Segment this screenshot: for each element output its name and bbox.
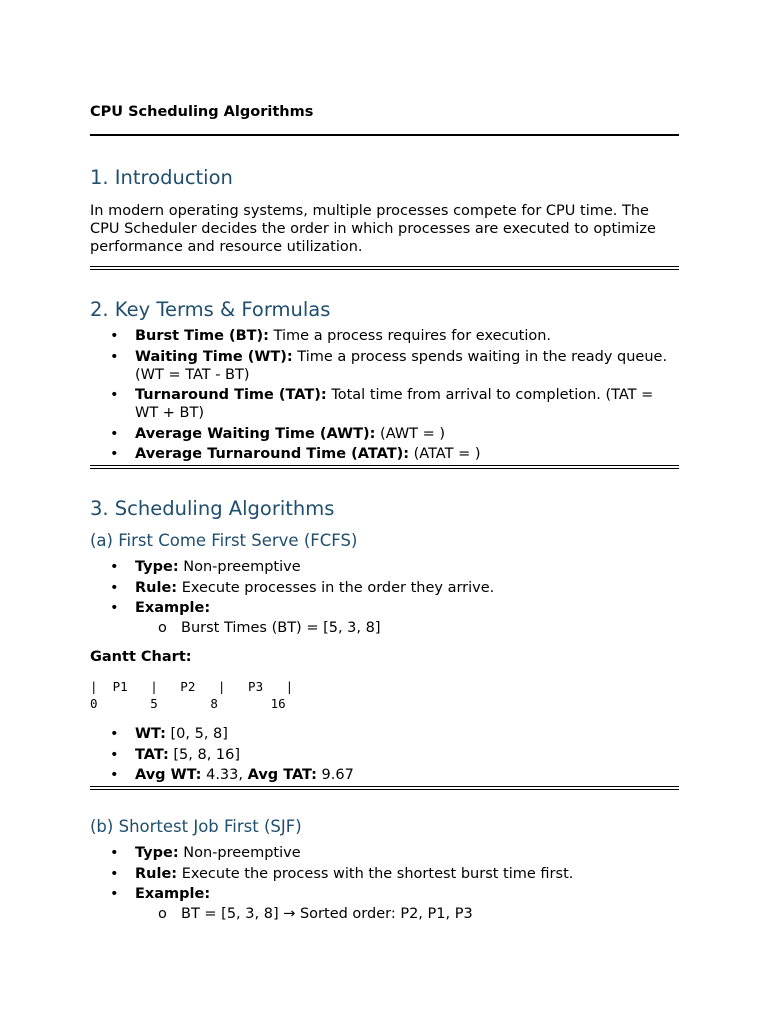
list-item: • Avg WT: 4.33, Avg TAT: 9.67 (110, 767, 354, 783)
list-item: • Rule: Execute the process with the shortest burst time first. (110, 865, 574, 882)
key-terms-list (90, 327, 679, 466)
list-item: o BT = [5, 3, 8] → Sorted order: P2, P1, P3 (158, 906, 473, 922)
list-item: • Average Turnaround Time (ATAT): (ATAT = ) (110, 446, 481, 462)
section-divider (90, 786, 679, 790)
section-heading-introduction: 1. Introduction (90, 166, 233, 189)
section-heading-scheduling-algorithms: 3. Scheduling Algorithms (90, 497, 335, 520)
list-item: • Burst Time (BT): Time a process requires for execution. (110, 328, 552, 344)
list-item: • Rule: Execute processes in the order they arrive. (110, 579, 495, 596)
list-item: • Waiting Time (WT): Time a process spends waiting in the ready queue. (WT = TAT - BT) (110, 348, 668, 383)
section-divider (90, 266, 679, 270)
sjf-properties-list (90, 844, 679, 906)
sjf-example-sublist (90, 905, 679, 923)
title-divider (90, 134, 679, 136)
list-item: • Example: (110, 886, 211, 902)
section-heading-key-terms: 2. Key Terms & Formulas (90, 298, 331, 321)
list-item: • Average Waiting Time (AWT): (AWT = ) (110, 425, 446, 442)
list-item: • Type: Non-preemptive (110, 845, 301, 861)
subsection-heading-fcfs: (a) First Come First Serve (FCFS) (90, 531, 358, 550)
list-item: o Burst Times (BT) = [5, 3, 8] (158, 620, 381, 636)
list-item: • Example: (110, 600, 211, 616)
list-item: • Type: Non-preemptive (110, 559, 301, 575)
fcfs-results-list (90, 725, 679, 787)
list-item: • WT: [0, 5, 8] (110, 726, 228, 742)
document-title: CPU Scheduling Algorithms (90, 104, 314, 120)
gantt-chart-process-row: | P1 | P2 | P3 | (90, 679, 294, 694)
gantt-chart-time-row: 0 5 8 16 (90, 696, 286, 711)
list-item: • TAT: [5, 8, 16] (110, 746, 241, 763)
section-divider (90, 465, 679, 469)
list-item: • Turnaround Time (TAT): Total time from arrival to completion. (TAT = WT + BT) (110, 387, 654, 421)
introduction-paragraph: In modern operating systems, multiple processes compete for CPU time. The CPU Scheduler decides the order in which processes are executed to optimize performance and resource utilization. (90, 203, 656, 255)
fcfs-properties-list (90, 558, 679, 620)
gantt-chart-label: Gantt Chart: (90, 649, 192, 665)
subsection-heading-sjf: (b) Shortest Job First (SJF) (90, 817, 302, 836)
fcfs-example-sublist (90, 619, 679, 637)
